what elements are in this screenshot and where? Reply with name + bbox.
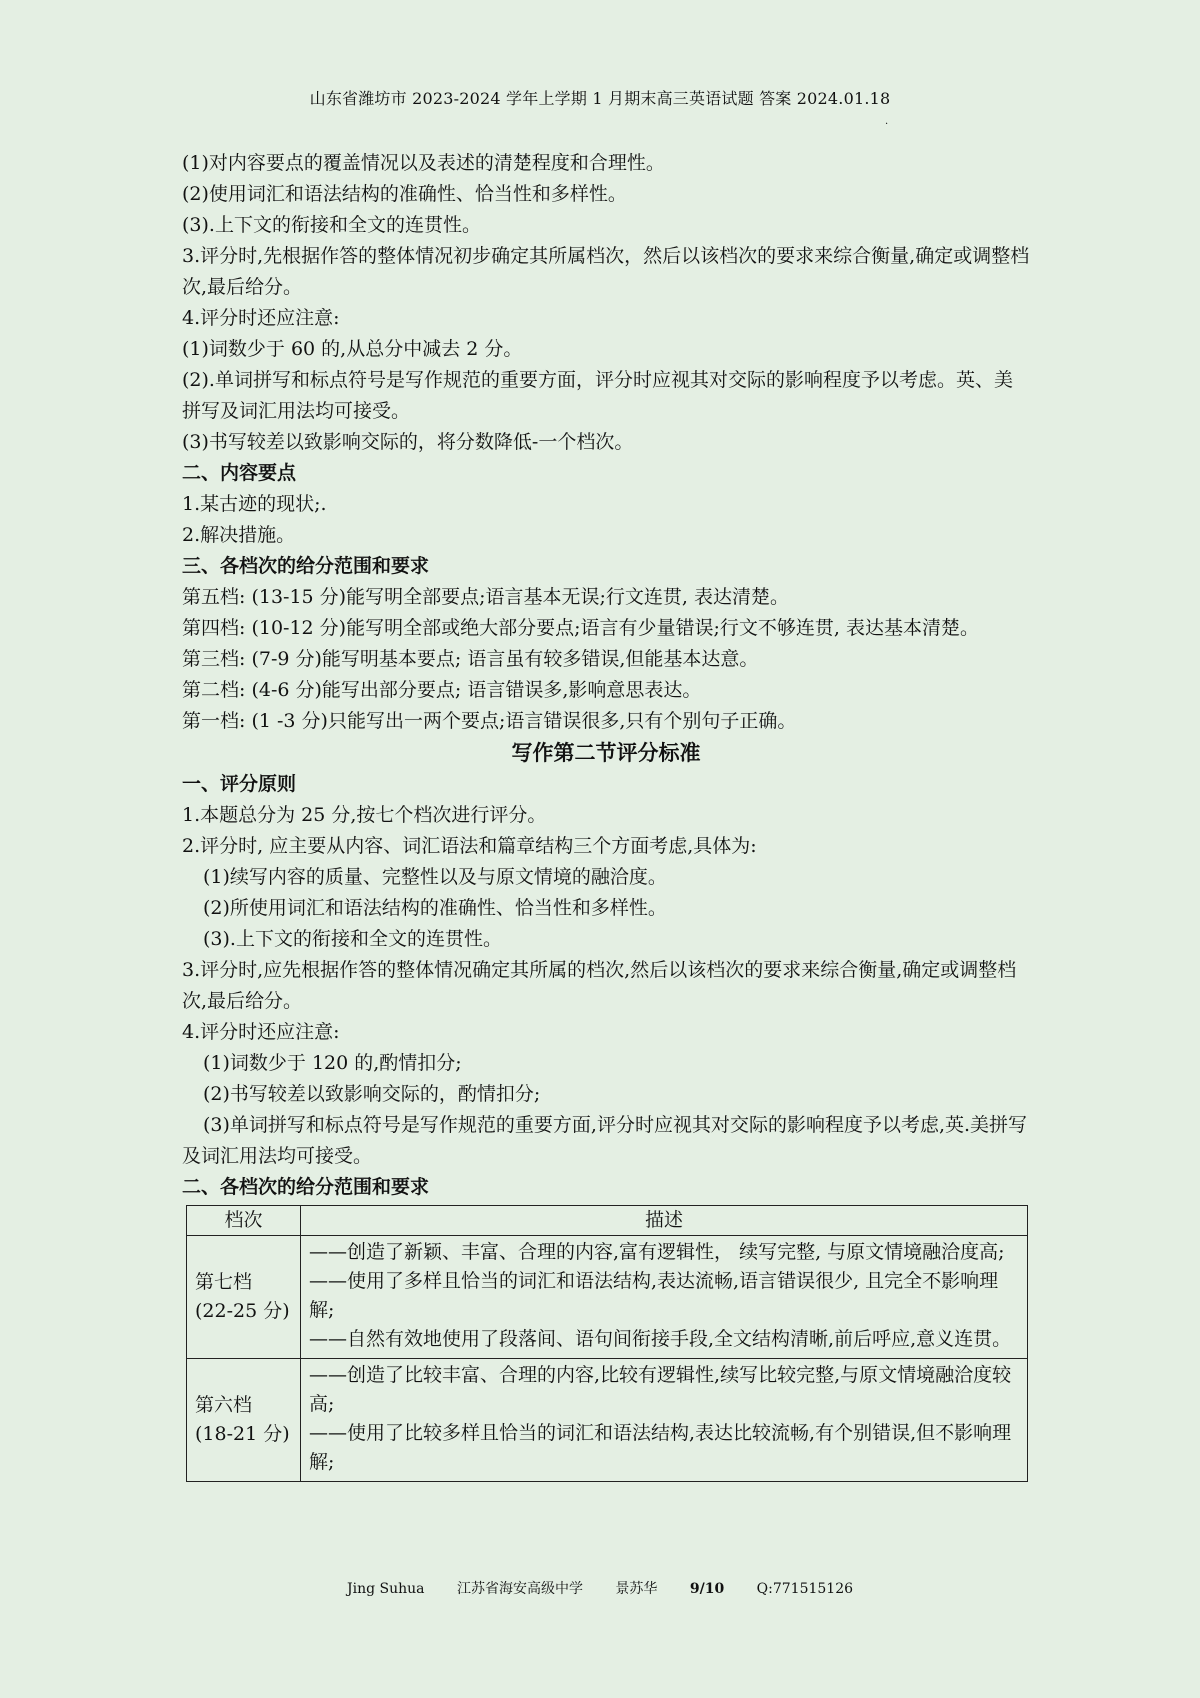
grade-level: 第四档: (10-12 分)能写明全部或绝大部分要点;语言有少量错误;行文不够连贯, 表达基本清楚。 bbox=[182, 617, 979, 639]
grade-level: 第一档: (1 -3 分)只能写出一两个要点;语言错误很多,只有个别句子正确。 bbox=[182, 710, 797, 732]
description-line: ——自然有效地使用了段落间、语句间衔接手段,全文结构清晰,前后呼应,意义连贯。 bbox=[309, 1328, 1012, 1350]
principle-line: 4.评分时还应注意: bbox=[182, 1021, 340, 1043]
page-footer bbox=[0, 1578, 1200, 1598]
criteria-line: (1)词数少于 60 的,从总分中减去 2 分。 bbox=[182, 338, 523, 360]
content-point: 2.解决措施。 bbox=[182, 524, 296, 546]
criteria-line: (1)对内容要点的覆盖情况以及表述的清楚程度和合理性。 bbox=[182, 152, 665, 174]
document-body bbox=[182, 148, 1030, 1482]
header-dot: . bbox=[885, 116, 889, 127]
criteria-line: 4.评分时还应注意: bbox=[182, 307, 340, 329]
level-range: (18-21 分) bbox=[195, 1423, 290, 1445]
level-cell bbox=[187, 1359, 301, 1482]
description-line: ——使用了多样且恰当的词汇和语法结构,表达流畅,语言错误很少, 且完全不影响理解; bbox=[309, 1270, 999, 1321]
level-cell bbox=[187, 1236, 301, 1359]
description-line: ——创造了新颖、丰富、合理的内容,富有逻辑性， 续写完整, 与原文情境融洽度高; bbox=[309, 1241, 1005, 1263]
page-number: 9/10 bbox=[689, 1581, 725, 1597]
section-heading: 一、评分原则 bbox=[182, 773, 297, 795]
level-range: (22-25 分) bbox=[195, 1300, 290, 1322]
criteria-line: (2)使用词汇和语法结构的准确性、恰当性和多样性。 bbox=[182, 183, 627, 205]
description-line: ——使用了比较多样且恰当的词汇和语法结构,表达比较流畅,有个别错误,但不影响理解; bbox=[309, 1422, 1012, 1473]
content-point: 1.某古迹的现状;. bbox=[182, 493, 327, 515]
table-row bbox=[187, 1236, 1028, 1359]
footer-author-en: Jing Suhua bbox=[346, 1581, 425, 1597]
criteria-line: (3).上下文的衔接和全文的连贯性。 bbox=[182, 214, 481, 236]
section-heading: 三、各档次的给分范围和要求 bbox=[182, 555, 430, 577]
level-name: 第七档 bbox=[195, 1271, 253, 1293]
grade-level: 第五档: (13-15 分)能写明全部要点;语言基本无误;行文连贯, 表达清楚。 bbox=[182, 586, 789, 608]
principle-subitem: (3)单词拼写和标点符号是写作规范的重要方面,评分时应视其对交际的影响程度予以考虑,英.美拼写及词汇用法均可接受。 bbox=[182, 1114, 1028, 1167]
table-header: 档次 bbox=[187, 1206, 301, 1236]
description-cell bbox=[301, 1359, 1028, 1482]
page-header: 山东省潍坊市 2023-2024 学年上学期 1 月期末高三英语试题 答案 2024.01.18 bbox=[309, 89, 891, 108]
criteria-line: (2).单词拼写和标点符号是写作规范的重要方面，评分时应视其对交际的影响程度予以考虑。英、美拼写及词汇用法均可接受。 bbox=[182, 369, 1013, 422]
section-title: 写作第二节评分标准 bbox=[511, 740, 701, 765]
principle-subitem: (2)书写较差以致影响交际的，酌情扣分; bbox=[203, 1083, 541, 1105]
grading-table bbox=[186, 1205, 1028, 1482]
principle-subitem: (1)续写内容的质量、完整性以及与原文情境的融洽度。 bbox=[203, 866, 667, 888]
section-heading: 二、各档次的给分范围和要求 bbox=[182, 1176, 430, 1198]
footer-contact: Q:771515126 bbox=[756, 1581, 854, 1597]
section-heading: 二、内容要点 bbox=[182, 462, 297, 484]
principle-subitem: (2)所使用词汇和语法结构的准确性、恰当性和多样性。 bbox=[203, 897, 667, 919]
description-line: ——创造了比较丰富、合理的内容,比较有逻辑性,续写比较完整,与原文情境融洽度较高; bbox=[309, 1364, 1012, 1415]
criteria-line: (3)书写较差以致影响交际的，将分数降低-一个档次。 bbox=[182, 431, 634, 453]
principle-subitem: (1)词数少于 120 的,酌情扣分; bbox=[203, 1052, 462, 1074]
description-cell bbox=[301, 1236, 1028, 1359]
grade-level: 第三档: (7-9 分)能写明基本要点; 语言虽有较多错误,但能基本达意。 bbox=[182, 648, 759, 670]
footer-school: 江苏省海安高级中学 bbox=[456, 1581, 583, 1597]
table-header-row bbox=[187, 1206, 1028, 1236]
footer-author-cn: 景苏华 bbox=[615, 1581, 658, 1597]
grade-level: 第二档: (4-6 分)能写出部分要点; 语言错误多,影响意思表达。 bbox=[182, 679, 702, 701]
table-header: 描述 bbox=[301, 1206, 1028, 1236]
criteria-line: 3.评分时,先根据作答的整体情况初步确定其所属档次，然后以该档次的要求来综合衡量,确定或调整档次,最后给分。 bbox=[182, 245, 1030, 298]
table-row bbox=[187, 1359, 1028, 1482]
principle-line: 1.本题总分为 25 分,按七个档次进行评分。 bbox=[182, 804, 547, 826]
principle-line: 3.评分时,应先根据作答的整体情况确定其所属的档次,然后以该档次的要求来综合衡量,确定或调整档次,最后给分。 bbox=[182, 959, 1017, 1012]
principle-line: 2.评分时, 应主要从内容、词汇语法和篇章结构三个方面考虑,具体为: bbox=[182, 835, 757, 857]
principle-subitem: (3).上下文的衔接和全文的连贯性。 bbox=[203, 928, 502, 950]
level-name: 第六档 bbox=[195, 1394, 253, 1416]
